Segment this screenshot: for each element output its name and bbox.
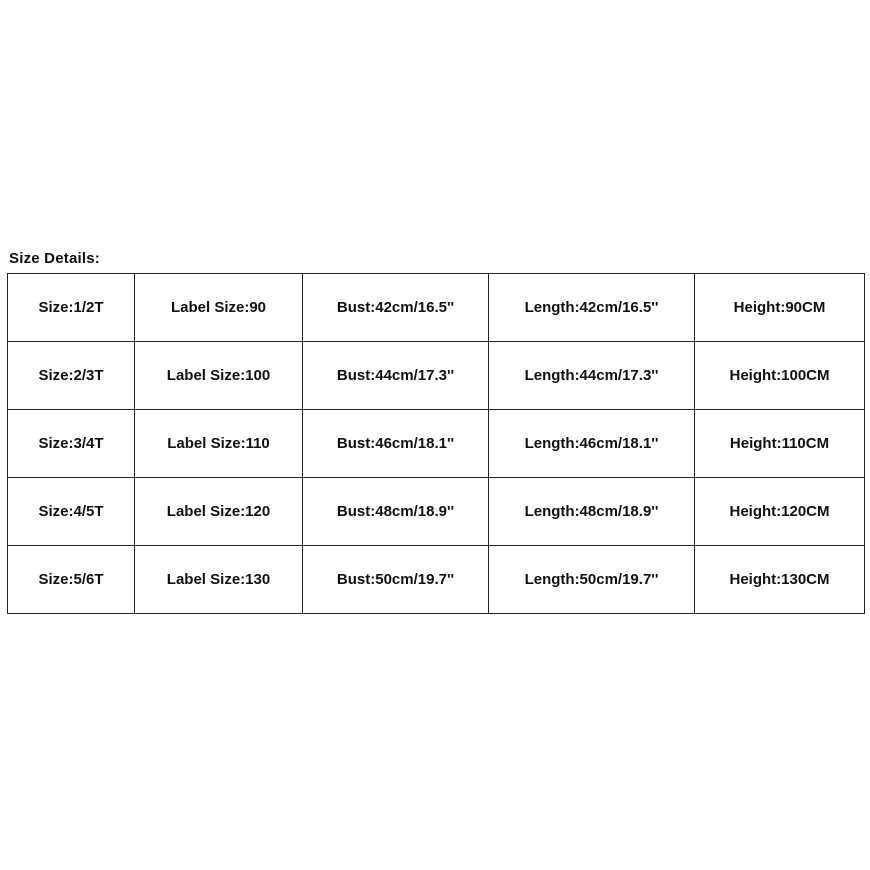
table-row — [8, 546, 865, 614]
label-size-cell: Label Size:90 — [135, 274, 303, 342]
size-cell: Size:3/4T — [8, 410, 135, 478]
bust-cell: Bust:50cm/19.7'' — [303, 546, 489, 614]
label-size-cell: Label Size:120 — [135, 478, 303, 546]
height-cell: Height:100CM — [695, 342, 865, 410]
bust-cell: Bust:46cm/18.1'' — [303, 410, 489, 478]
length-cell: Length:44cm/17.3'' — [489, 342, 695, 410]
height-cell: Height:90CM — [695, 274, 865, 342]
size-cell: Size:4/5T — [8, 478, 135, 546]
label-size-cell: Label Size:110 — [135, 410, 303, 478]
table-row — [8, 478, 865, 546]
height-cell: Height:110CM — [695, 410, 865, 478]
table-row — [8, 342, 865, 410]
label-size-cell: Label Size:130 — [135, 546, 303, 614]
table-row — [8, 410, 865, 478]
bust-cell: Bust:44cm/17.3'' — [303, 342, 489, 410]
size-cell: Size:2/3T — [8, 342, 135, 410]
size-cell: Size:5/6T — [8, 546, 135, 614]
height-cell: Height:130CM — [695, 546, 865, 614]
length-cell: Length:48cm/18.9'' — [489, 478, 695, 546]
size-chart-table — [7, 273, 865, 614]
label-size-cell: Label Size:100 — [135, 342, 303, 410]
length-cell: Length:46cm/18.1'' — [489, 410, 695, 478]
length-cell: Length:42cm/16.5'' — [489, 274, 695, 342]
table-row — [8, 274, 865, 342]
bust-cell: Bust:42cm/16.5'' — [303, 274, 489, 342]
size-details-heading: Size Details: — [9, 250, 100, 267]
height-cell: Height:120CM — [695, 478, 865, 546]
length-cell: Length:50cm/19.7'' — [489, 546, 695, 614]
bust-cell: Bust:48cm/18.9'' — [303, 478, 489, 546]
size-cell: Size:1/2T — [8, 274, 135, 342]
